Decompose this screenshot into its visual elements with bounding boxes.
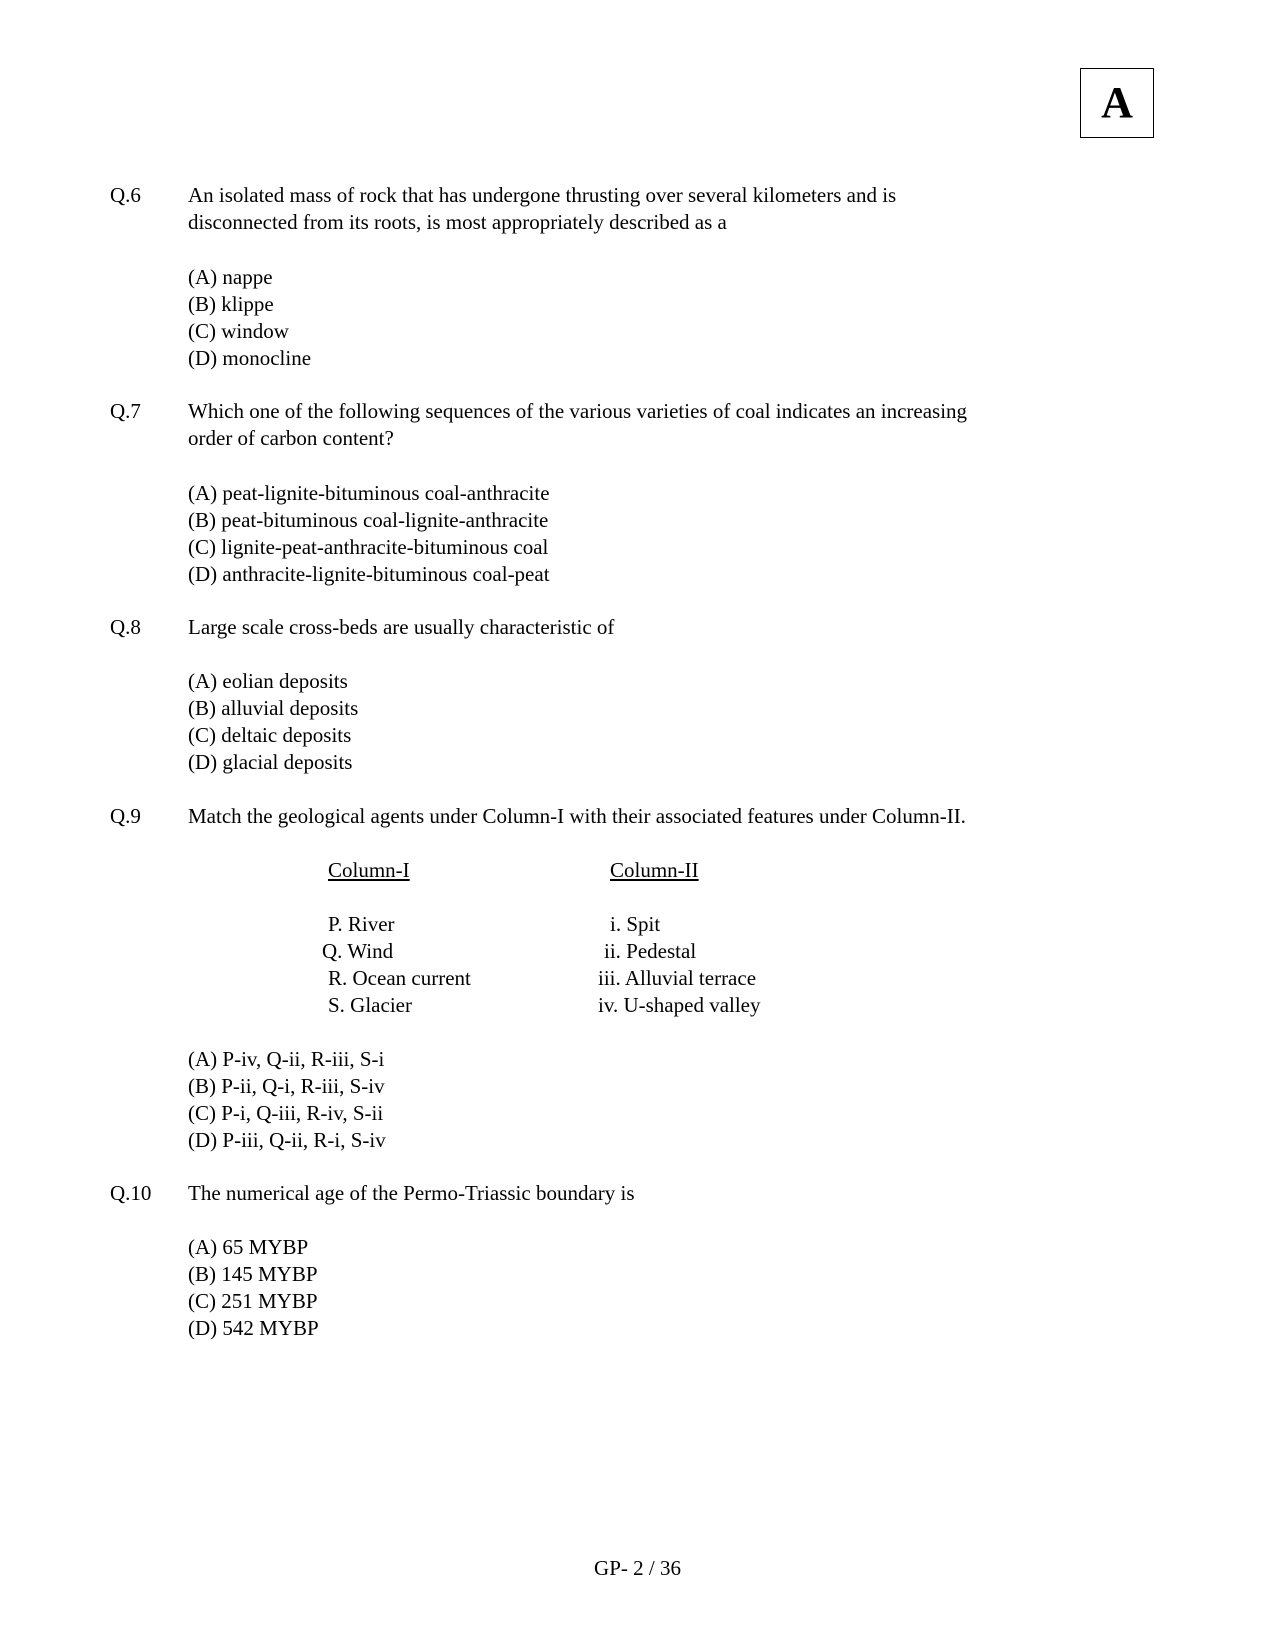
page-footer: GP- 2 / 36: [594, 1556, 681, 1580]
question-text-line: The numerical age of the Permo-Triassic boundary is: [188, 1181, 635, 1205]
option-a: (A) P-iv, Q-ii, R-iii, S-i: [188, 1047, 385, 1071]
option-c: (C) deltaic deposits: [188, 723, 352, 747]
option-a: (A) eolian deposits: [188, 669, 348, 693]
question-text-7: [188, 398, 1088, 452]
column-2-item: i. Spit: [610, 912, 661, 936]
paper-set-code: A: [1080, 68, 1154, 138]
option-d: (D) 542 MYBP: [188, 1316, 319, 1340]
options-list-7: [188, 480, 550, 588]
question-text-line: An isolated mass of rock that has undergone thrusting over several kilometers and is: [188, 183, 897, 207]
question-text-line: disconnected from its roots, is most appropriately described as a: [188, 210, 727, 234]
column-1-item: P. River: [328, 912, 395, 936]
question-text-line: Which one of the following sequences of the various varieties of coal indicates an increasing: [188, 399, 968, 423]
column-1-heading: Column-I: [328, 858, 410, 882]
option-d: (D) P-iii, Q-ii, R-i, S-iv: [188, 1128, 386, 1152]
options-list-8: [188, 668, 358, 776]
column-2-heading: Column-II: [610, 858, 699, 882]
option-a: (A) 65 MYBP: [188, 1235, 309, 1259]
column-2-items: [598, 911, 761, 1019]
option-b: (B) 145 MYBP: [188, 1262, 318, 1286]
options-list-6: [188, 264, 311, 372]
question-text-6: [188, 182, 1088, 236]
option-b: (B) P-ii, Q-i, R-iii, S-iv: [188, 1074, 385, 1098]
question-text-line: Large scale cross-beds are usually characteristic of: [188, 615, 615, 639]
question-number-9: Q.9: [110, 804, 141, 828]
option-a: (A) nappe: [188, 265, 273, 289]
option-c: (C) window: [188, 319, 289, 343]
question-text-line: Match the geological agents under Column-I with their associated features under Column-II.: [188, 804, 966, 828]
option-a: (A) peat-lignite-bituminous coal-anthracite: [188, 481, 550, 505]
column-1-item: S. Glacier: [328, 993, 412, 1017]
question-text-line: order of carbon content?: [188, 426, 394, 450]
option-b: (B) peat-bituminous coal-lignite-anthracite: [188, 508, 549, 532]
column-1-item: R. Ocean current: [328, 966, 471, 990]
column-2-item: iii. Alluvial terrace: [598, 966, 757, 990]
question-number-10: Q.10: [110, 1181, 152, 1205]
column-2-item: iv. U-shaped valley: [598, 993, 761, 1017]
column-2-item: ii. Pedestal: [604, 939, 697, 963]
option-c: (C) 251 MYBP: [188, 1289, 318, 1313]
option-c: (C) lignite-peat-anthracite-bituminous coal: [188, 535, 549, 559]
column-1-item: Q. Wind: [322, 939, 394, 963]
options-list-10: [188, 1234, 319, 1342]
option-d: (D) glacial deposits: [188, 750, 353, 774]
question-text-10: [188, 1180, 1088, 1207]
question-number-6: Q.6: [110, 183, 141, 207]
question-number-7: Q.7: [110, 399, 141, 423]
option-d: (D) anthracite-lignite-bituminous coal-peat: [188, 562, 550, 586]
question-text-9: [188, 803, 1088, 830]
option-c: (C) P-i, Q-iii, R-iv, S-ii: [188, 1101, 384, 1125]
column-1-items: [322, 911, 471, 1019]
option-b: (B) alluvial deposits: [188, 696, 359, 720]
question-text-8: [188, 614, 1088, 641]
options-list-9: [188, 1046, 386, 1154]
option-b: (B) klippe: [188, 292, 274, 316]
option-d: (D) monocline: [188, 346, 312, 370]
question-number-8: Q.8: [110, 615, 141, 639]
